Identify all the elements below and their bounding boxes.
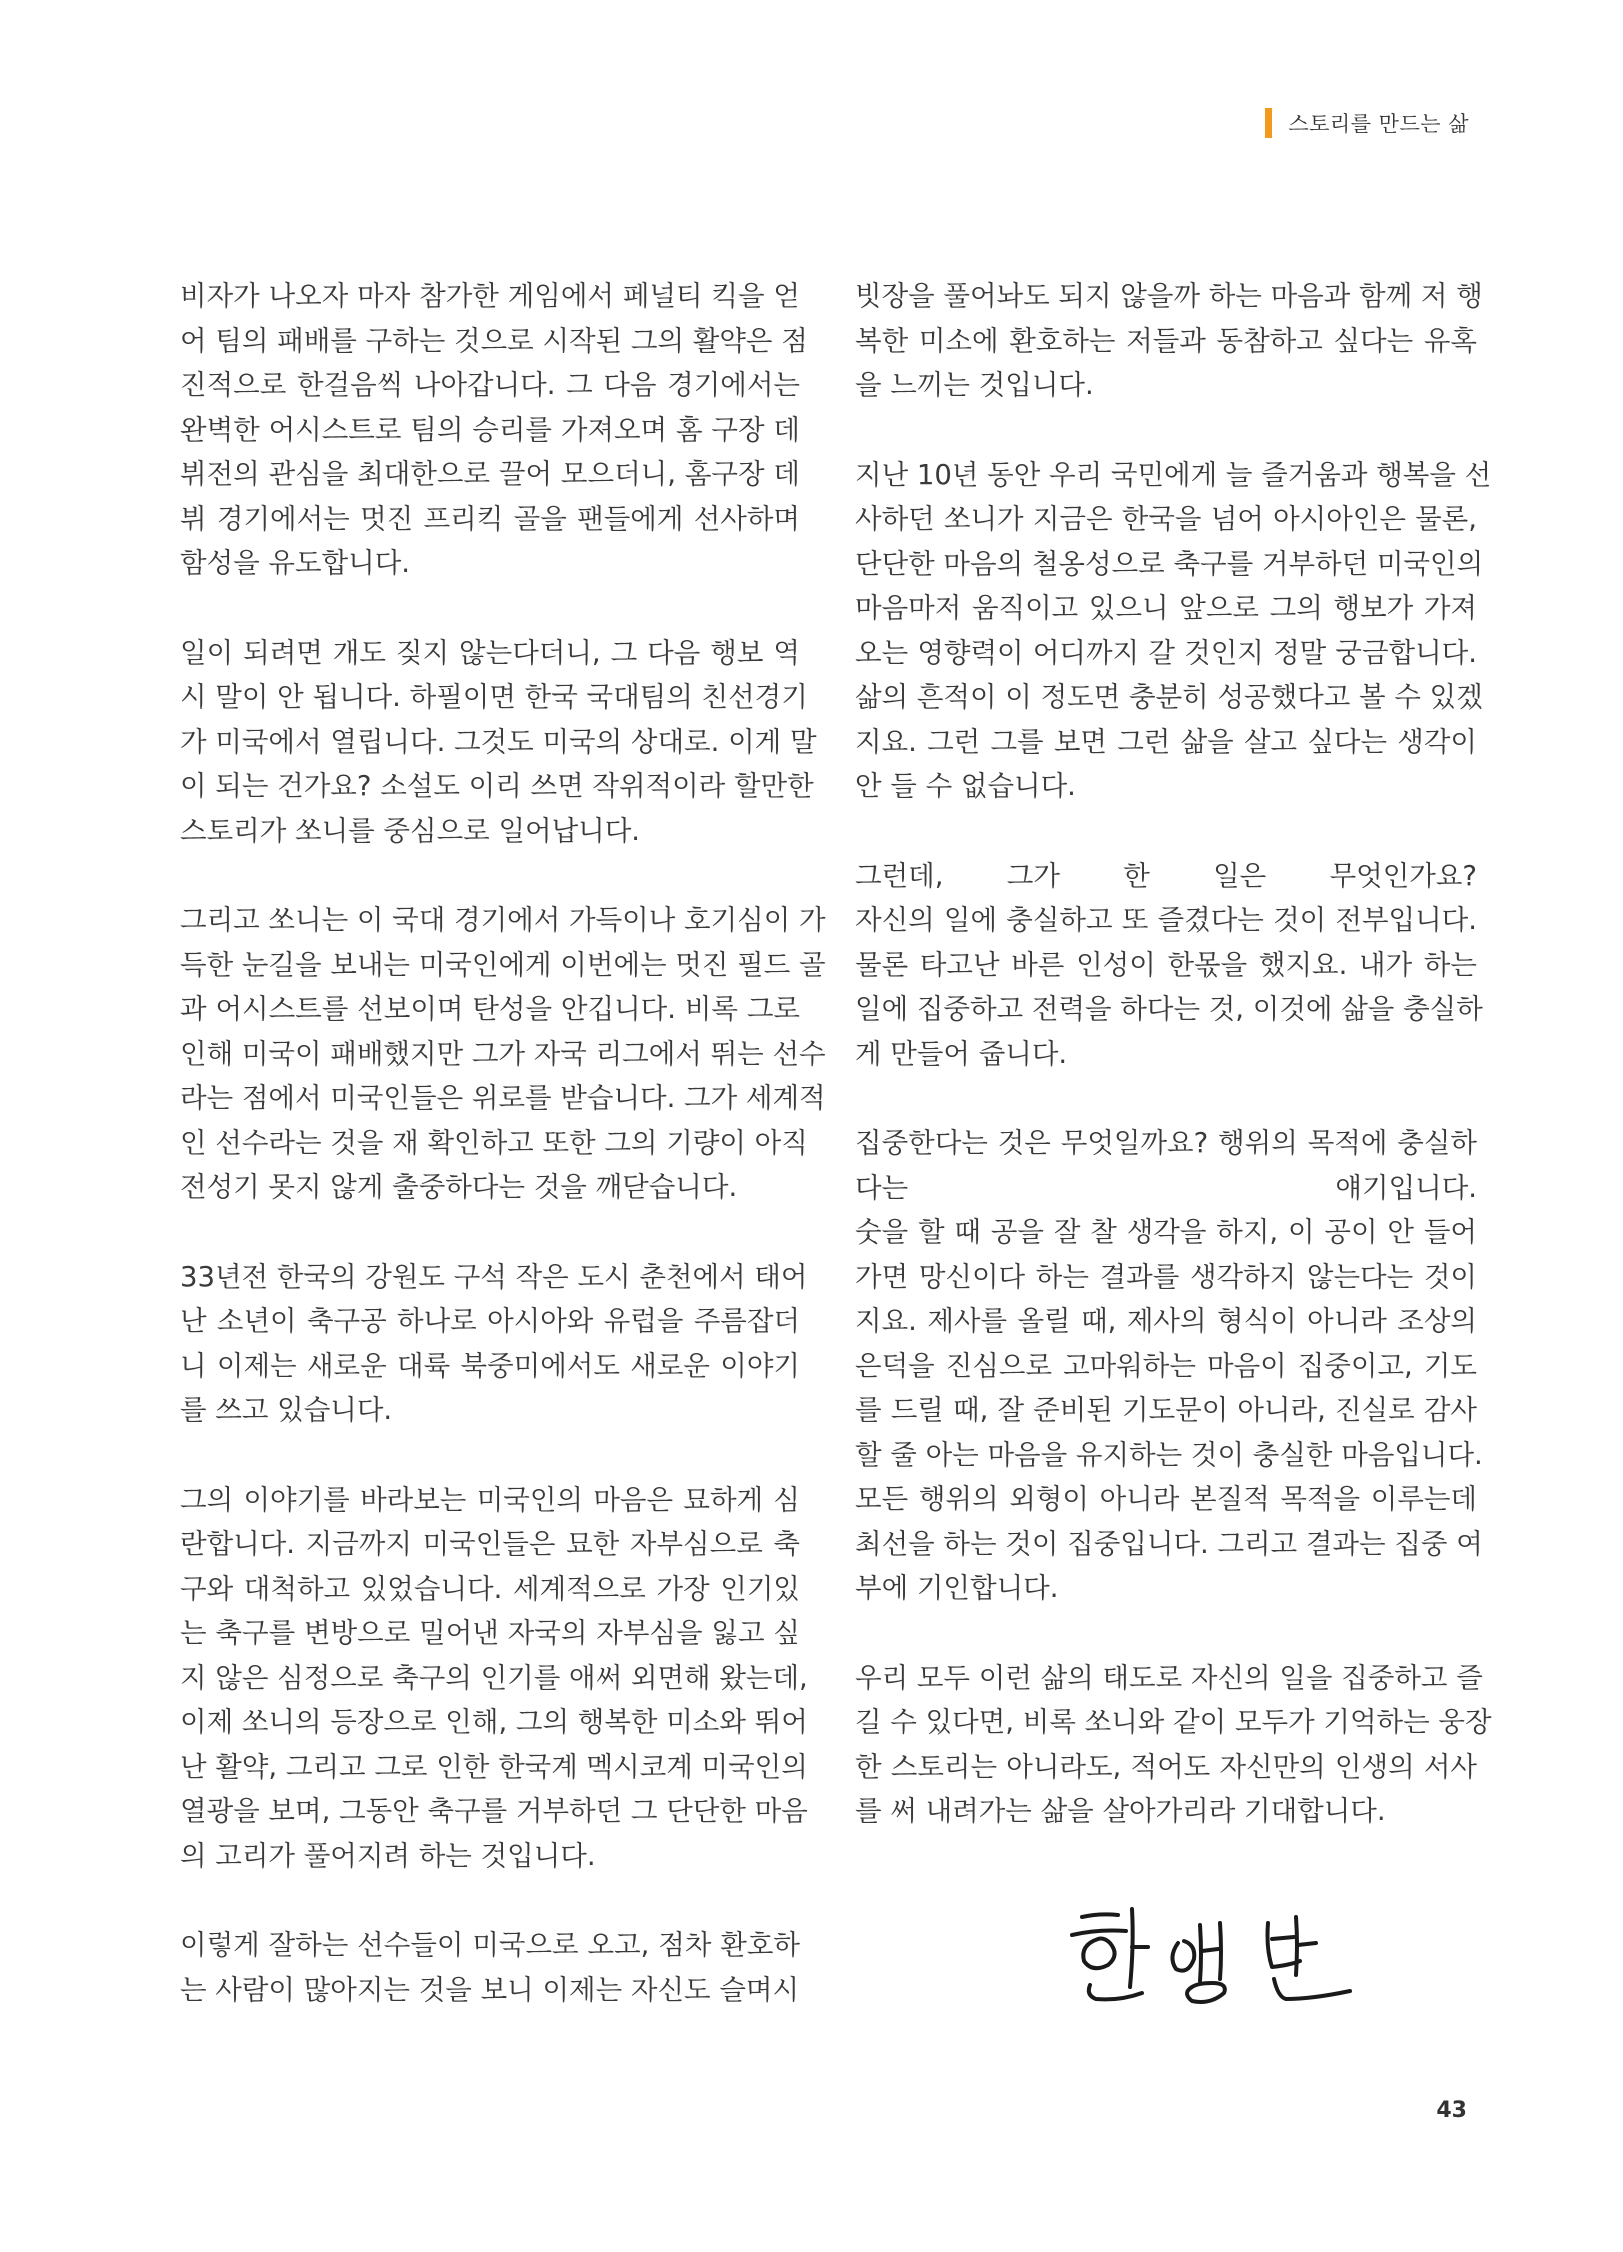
text-line: 의 고리가 풀어지려 하는 것입니다. xyxy=(180,1839,596,1872)
text-line: 은덕을 진심으로 고마워하는 마음이 집중이고, 기도 xyxy=(855,1349,1477,1382)
right-column xyxy=(855,274,1492,1879)
paragraph xyxy=(855,274,1483,408)
text-line: 할 줄 아는 마음을 유지하는 것이 충실한 마음입니다. xyxy=(855,1438,1483,1471)
paragraph xyxy=(180,1923,800,2012)
text-line: 오는 영향력이 어디까지 갈 것인지 정말 궁금합니다. xyxy=(855,636,1477,669)
text-line: 시 말이 안 됩니다. 하필이면 한국 국대팀의 친선경기 xyxy=(180,681,808,713)
text-line: 33년전 한국의 강원도 구석 작은 도시 춘천에서 태어 xyxy=(180,1260,808,1293)
text-line: 단단한 마음의 철옹성으로 축구를 거부하던 미국인의 xyxy=(855,547,1484,580)
text-line: 스토리가 쏘니를 중심으로 일어납니다. xyxy=(180,814,641,847)
page-number: 43 xyxy=(1436,2098,1467,2123)
text-line: 난 소년이 축구공 하나로 아시아와 유럽을 주름잡더 xyxy=(180,1305,800,1337)
text-line: 뷔 경기에서는 멋진 프리킥 골을 팬들에게 선사하며 xyxy=(180,502,800,535)
text-line: 진적으로 한걸음씩 나아갑니다. 그 다음 경기에서는 xyxy=(180,369,800,401)
text-line: 인해 미국이 패배했지만 그가 자국 리그에서 뛰는 선수 xyxy=(180,1037,826,1070)
text-line: 빗장을 풀어놔도 되지 않을까 하는 마음과 함께 저 행 xyxy=(855,280,1483,312)
text-line: 물론 타고난 바른 인성이 한몫을 했지요. 내가 하는 xyxy=(855,948,1477,981)
text-line: 이 되는 건가요? 소설도 이리 쓰면 작위적이라 할만한 xyxy=(180,770,814,802)
paragraph xyxy=(855,854,1483,1077)
text-line: 니 이제는 새로운 대륙 북중미에서도 새로운 이야기 xyxy=(180,1349,800,1382)
paragraph xyxy=(180,898,826,1210)
text-line: 전성기 못지 않게 출중하다는 것을 깨닫습니다. xyxy=(180,1171,738,1203)
text-line: 과 어시스트를 선보이며 탄성을 안깁니다. 비록 그로 xyxy=(180,993,800,1025)
paragraph xyxy=(180,631,817,854)
text-line: 어 팀의 패배를 구하는 것으로 시작된 그의 활약은 점 xyxy=(180,324,808,357)
paragraph xyxy=(855,1121,1483,1611)
text-line: 득한 눈길을 보내는 미국인에게 이번에는 멋진 필드 골 xyxy=(180,948,826,981)
text-line: 지요. 그런 그를 보면 그런 삶을 살고 싶다는 생각이 xyxy=(855,725,1477,758)
text-line: 지 않은 심정으로 축구의 인기를 애써 외면해 왔는데, xyxy=(180,1661,808,1694)
section-header xyxy=(1265,108,1469,138)
text-line: 인 선수라는 것을 재 확인하고 또한 그의 기량이 아직 xyxy=(180,1126,808,1159)
text-line: 자신의 일에 충실하고 또 즐겼다는 것이 전부입니다. xyxy=(855,904,1477,936)
paragraph xyxy=(180,274,808,586)
text-line: 일에 집중하고 전력을 하다는 것, 이것에 삶을 충실하 xyxy=(855,993,1483,1025)
text-line: 열광을 보며, 그동안 축구를 거부하던 그 단단한 마음 xyxy=(180,1795,808,1827)
text-line: 함성을 유도합니다. xyxy=(180,547,411,579)
text-line: 완벽한 어시스트로 팀의 승리를 가져오며 홈 구장 데 xyxy=(180,413,800,446)
section-title: 스토리를 만드는 삶 xyxy=(1288,112,1469,136)
text-line: 그리고 쏘니는 이 국대 경기에서 가득이나 호기심이 가 xyxy=(180,904,826,936)
text-line: 는 축구를 변방으로 밀어낸 자국의 자부심을 잃고 싶 xyxy=(180,1617,800,1649)
left-column xyxy=(180,274,826,2057)
text-line: 지요. 제사를 올릴 때, 제사의 형식이 아니라 조상의 xyxy=(855,1305,1477,1337)
text-line: 모든 행위의 외형이 아니라 본질적 목적을 이루는데 xyxy=(855,1483,1477,1515)
text-line: 게 만들어 줍니다. xyxy=(855,1037,1068,1070)
paragraph xyxy=(180,1255,808,1433)
text-line: 이제 쏘니의 등장으로 인해, 그의 행복한 미소와 뛰어 xyxy=(180,1706,808,1738)
text-line: 를 드릴 때, 잘 준비된 기도문이 아니라, 진실로 감사 xyxy=(855,1394,1477,1426)
text-line: 이렇게 잘하는 선수들이 미국으로 오고, 점차 환호하 xyxy=(180,1929,800,1961)
section-accent-bar xyxy=(1265,108,1272,138)
signature-text: 한 영 빈 xyxy=(60,895,64,896)
paragraph xyxy=(855,1656,1492,1834)
text-line: 란합니다. 지금까지 미국인들은 묘한 자부심으로 축 xyxy=(180,1528,800,1560)
text-line: 안 들 수 없습니다. xyxy=(855,770,1076,802)
text-line: 난 활약, 그리고 그로 인한 한국계 멕시코계 미국인의 xyxy=(180,1750,808,1783)
text-line: 구와 대척하고 있었습니다. 세계적으로 가장 인기있 xyxy=(180,1572,800,1605)
text-line: 숫을 할 때 공을 잘 찰 생각을 하지, 이 공이 안 들어 xyxy=(855,1216,1477,1248)
text-line: 는 사람이 많아지는 것을 보니 이제는 자신도 슬며시 xyxy=(180,1973,800,2006)
text-line: 가면 망신이다 하는 결과를 생각하지 않는다는 것이 xyxy=(855,1260,1477,1293)
text-line: 그의 이야기를 바라보는 미국인의 마음은 묘하게 심 xyxy=(180,1483,800,1516)
text-line: 우리 모두 이런 삶의 태도로 자신의 일을 집중하고 즐 xyxy=(855,1661,1483,1694)
text-line: 복한 미소에 환호하는 저들과 동참하고 싶다는 유혹 xyxy=(855,324,1477,357)
text-line: 최선을 하는 것이 집중입니다. 그리고 결과는 집중 여 xyxy=(855,1527,1483,1560)
text-line: 비자가 나오자 마자 참가한 게임에서 페널티 킥을 얻 xyxy=(180,280,800,312)
text-line: 집중한다는 것은 무엇일까요? 행위의 목적에 충실하 xyxy=(855,1127,1477,1159)
text-line: 사하던 쏘니가 지금은 한국을 넘어 아시아인은 물론, xyxy=(855,503,1477,535)
text-line: 가 미국에서 열립니다. 그것도 미국의 상대로. 이게 말 xyxy=(180,725,817,758)
paragraph xyxy=(855,453,1492,809)
text-line: 일이 되려면 개도 짖지 않는다더니, 그 다음 행보 역 xyxy=(180,636,800,669)
text-line: 지난 10년 동안 우리 국민에게 늘 즐거움과 행복을 선 xyxy=(855,458,1492,491)
text-line: 부에 기인합니다. xyxy=(855,1572,1059,1604)
paragraph xyxy=(180,1478,808,1879)
text-line: 를 쓰고 있습니다. xyxy=(180,1394,393,1426)
text-line: 뷔전의 관심을 최대한으로 끌어 모으더니, 홈구장 데 xyxy=(180,458,800,490)
text-line: 삶의 흔적이 이 정도면 충분히 성공했다고 볼 수 있겠 xyxy=(855,681,1483,713)
text-line: 한 스토리는 아니라도, 적어도 자신만의 인생의 서사 xyxy=(855,1750,1477,1783)
text-line: 라는 점에서 미국인들은 위로를 받습니다. 그가 세계적 xyxy=(180,1082,826,1114)
text-line: 를 써 내려가는 삶을 살아가리라 기대합니다. xyxy=(855,1795,1386,1827)
text-line: 길 수 있다면, 비록 쏘니와 같이 모두가 기억하는 웅장 xyxy=(855,1706,1492,1738)
text-line: 마음마저 움직이고 있으니 앞으로 그의 행보가 가져 xyxy=(855,592,1477,624)
text-line: 그런데, 그가 한 일은 무엇인가요? xyxy=(855,859,1477,892)
text-line: 을 느끼는 것입니다. xyxy=(855,369,1094,401)
text-line: 다는 얘기입니다. xyxy=(855,1171,1477,1204)
